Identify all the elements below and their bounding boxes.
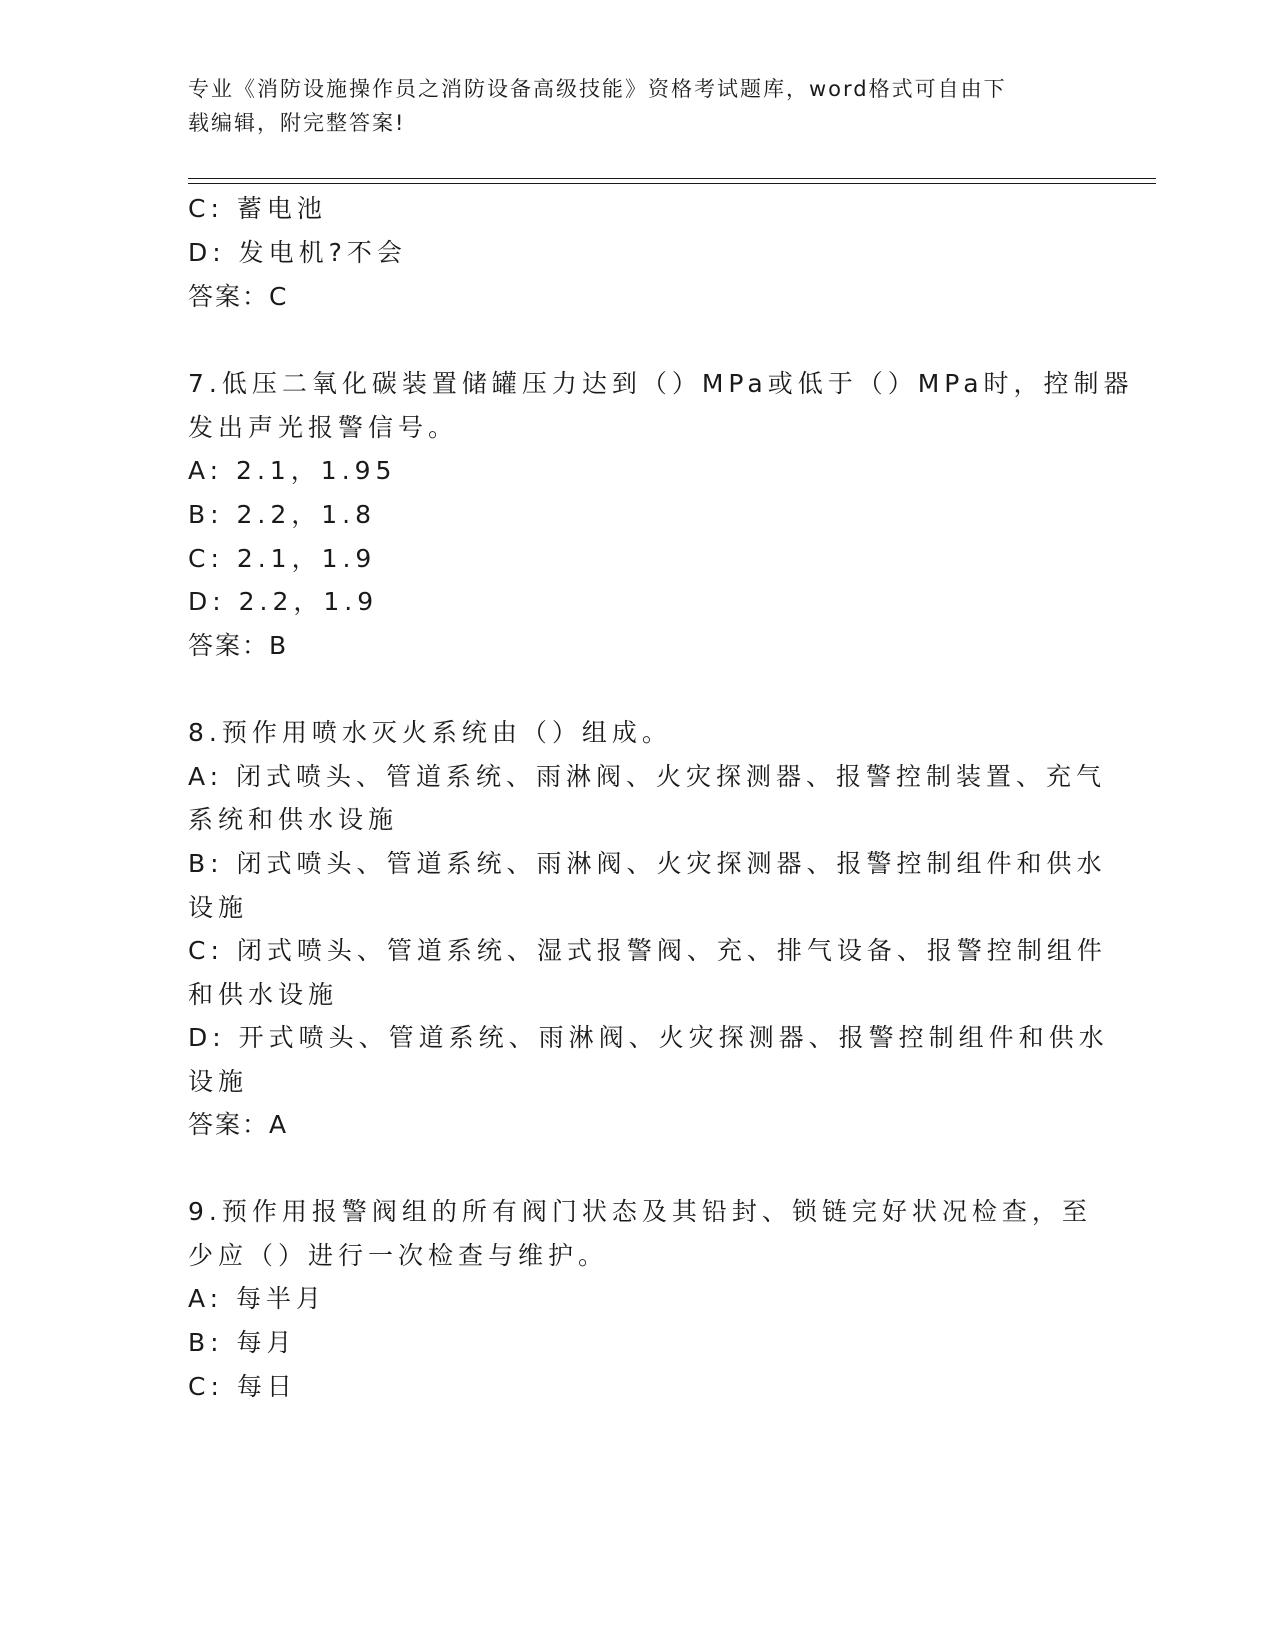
header-line-1: 专业《消防设施操作员之消防设备高级技能》资格考试题库，word格式可自由下 <box>188 77 1007 101</box>
q7-option-a: A: 2.1，1.95 <box>188 456 397 485</box>
q8-option-c-line-2: 和供水设施 <box>188 980 339 1009</box>
q6-answer: 答案：C <box>188 282 289 311</box>
header-rule-bottom <box>188 183 1156 184</box>
q8-option-a-line-2: 系统和供水设施 <box>188 805 399 834</box>
q9-option-a: A: 每半月 <box>188 1284 327 1313</box>
q8-option-d-line-1: D: 开式喷头、管道系统、雨淋阀、火灾探测器、报警控制组件和供水 <box>188 1023 1109 1052</box>
q9-stem-line-2: 少应（）进行一次检查与维护。 <box>188 1241 609 1270</box>
q7-answer: 答案：B <box>188 631 289 660</box>
q8-option-a-line-1: A: 闭式喷头、管道系统、雨淋阀、火灾探测器、报警控制装置、充气 <box>188 762 1107 791</box>
header-line-2: 载编辑，附完整答案! <box>188 111 406 135</box>
q8-option-b-line-1: B: 闭式喷头、管道系统、雨淋阀、火灾探测器、报警控制组件和供水 <box>188 849 1107 878</box>
q9-option-b: B: 每月 <box>188 1328 297 1357</box>
q8-stem: 8.预作用喷水灭火系统由（）组成。 <box>188 718 672 747</box>
document-header <box>188 72 1078 140</box>
q7-stem-line-1: 7.低压二氧化碳装置储罐压力达到（）MPa或低于（）MPa时，控制器 <box>188 369 1134 398</box>
header-rule-top <box>188 178 1156 179</box>
q6-option-d: D: 发电机?不会 <box>188 238 407 267</box>
q8-option-c-line-1: C: 闭式喷头、管道系统、湿式报警阀、充、排气设备、报警控制组件 <box>188 936 1107 965</box>
q8-option-b-line-2: 设施 <box>188 893 249 922</box>
q7-option-c: C: 2.1，1.9 <box>188 544 377 573</box>
q6-option-c: C: 蓄电池 <box>188 194 327 223</box>
q8-option-d-line-2: 设施 <box>188 1067 249 1096</box>
q7-option-d: D: 2.2，1.9 <box>188 587 379 616</box>
q7-stem-line-2: 发出声光报警信号。 <box>188 413 459 442</box>
q8-answer: 答案：A <box>188 1110 289 1139</box>
q9-option-c: C: 每日 <box>188 1372 297 1401</box>
q9-stem-line-1: 9.预作用报警阀组的所有阀门状态及其铅封、锁链完好状况检查，至 <box>188 1197 1092 1226</box>
q7-option-b: B: 2.2，1.8 <box>188 500 377 529</box>
